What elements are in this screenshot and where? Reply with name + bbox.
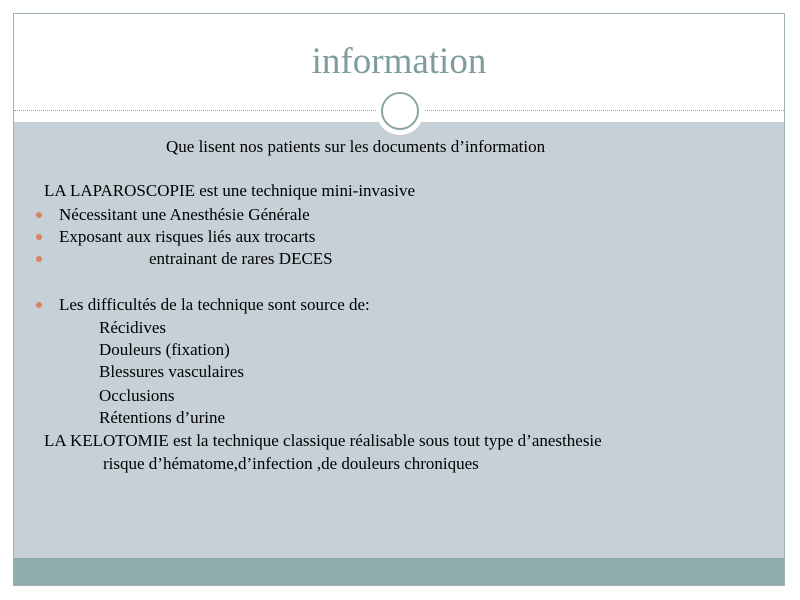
slide [13, 13, 785, 586]
subtitle: Que lisent nos patients sur les documents d’information [166, 137, 546, 156]
bullet-icon [36, 256, 42, 262]
difficulties-bullet: Les difficultés de la technique sont source de: [59, 295, 370, 314]
difficulty-item: Douleurs (fixation) [99, 340, 230, 359]
list-item: Nécessitant une Anesthésie Générale [59, 205, 310, 224]
slide-content [14, 14, 784, 585]
laparoscopie-heading: LA LAPAROSCOPIE est une technique mini-invasive [44, 181, 415, 200]
kelotomie-risk: risque d’hématome,d’infection ,de douleurs chroniques [103, 454, 479, 473]
slide-title: information [311, 41, 487, 82]
difficulty-item: Rétentions d’urine [99, 408, 226, 427]
list-item: Exposant aux risques liés aux trocarts [59, 227, 316, 246]
bullet-icon [36, 212, 42, 218]
kelotomie-heading: LA KELOTOMIE est la technique classique réalisable sous tout type d’anesthesie [44, 431, 602, 450]
bullet-icon [36, 302, 42, 308]
bullet-icon [36, 234, 42, 240]
list-item: entrainant de rares DECES [149, 249, 333, 268]
difficulty-item: Récidives [99, 318, 167, 337]
difficulty-item: Blessures vasculaires [99, 362, 244, 381]
difficulty-item: Occlusions [99, 386, 175, 405]
